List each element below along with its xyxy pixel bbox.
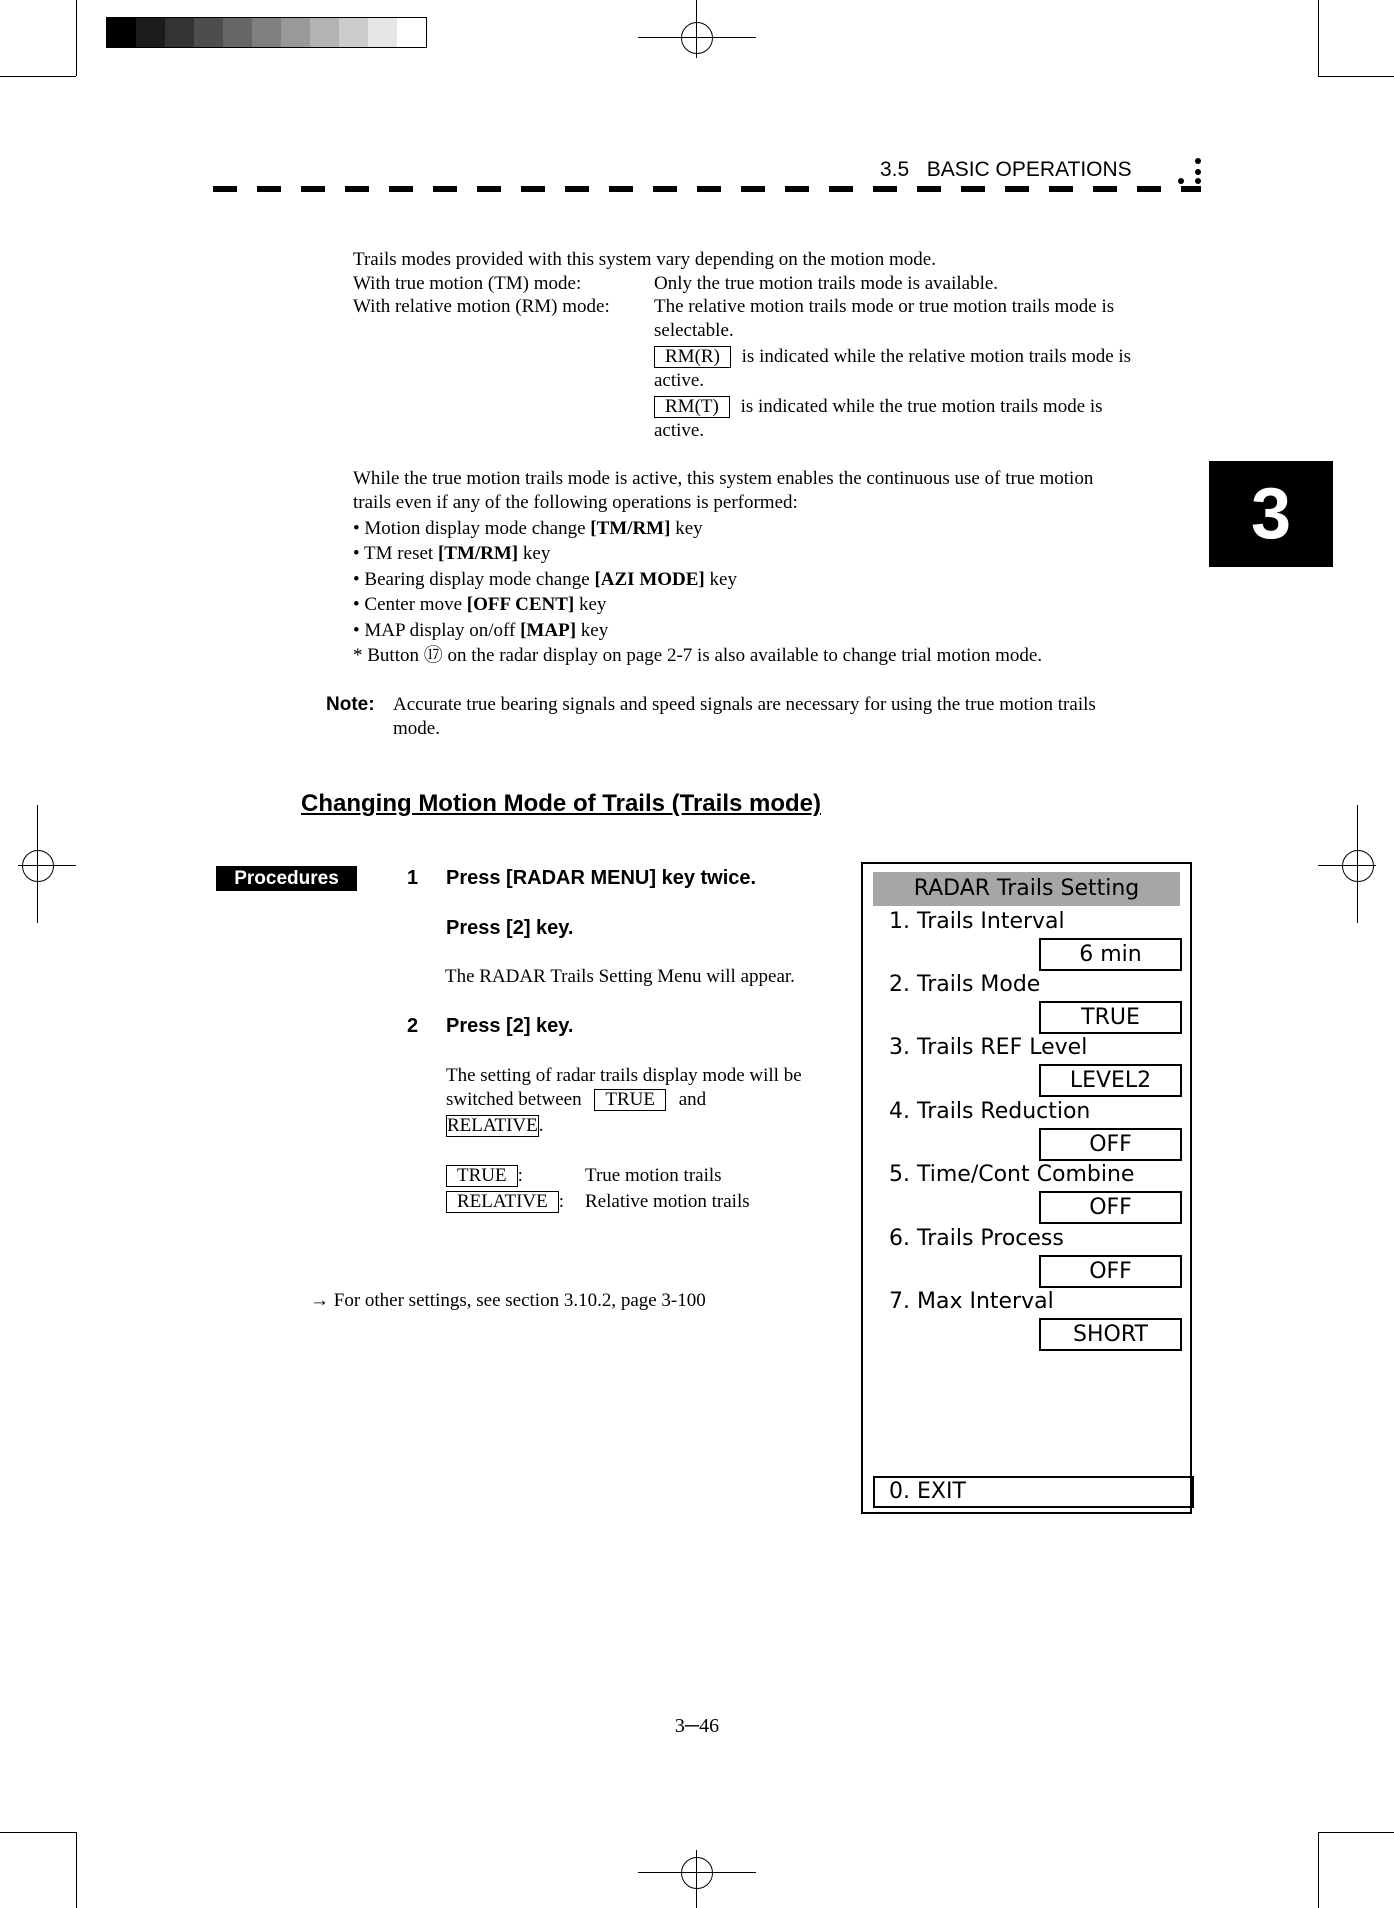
tm-text: Only the true motion trails mode is available.: [654, 273, 999, 294]
rmt-line: [654, 395, 1103, 419]
menu-value-trails-reduction[interactable]: OFF: [1039, 1128, 1182, 1161]
step-2-desc-1: The setting of radar trails display mode will be: [446, 1065, 802, 1086]
def-true: TRUE :: [446, 1164, 523, 1188]
menu-item-trails-ref-level[interactable]: 3. Trails REF Level: [889, 1035, 1088, 1060]
menu-value-trails-process[interactable]: OFF: [1039, 1255, 1182, 1288]
continuous-line-2: trails even if any of the following operations is performed:: [353, 492, 798, 513]
menu-value-time-cont-combine[interactable]: OFF: [1039, 1191, 1182, 1224]
step-1-result: The RADAR Trails Setting Menu will appear.: [445, 966, 795, 987]
step-1-text: Press [RADAR MENU] key twice.: [446, 867, 757, 889]
rm-text-2: selectable.: [654, 320, 734, 341]
rmt-text-1: is indicated while the true motion trails mode is: [740, 396, 1103, 417]
button-note: * Button ⑰ on the radar display on page 2-7 is also available to change trial motion mode.: [353, 645, 1043, 666]
bullet-item: • TM reset [TM/RM] key: [353, 543, 551, 564]
gray-scale-bar: [106, 17, 427, 48]
menu-value-trails-ref-level[interactable]: LEVEL2: [1039, 1064, 1182, 1097]
menu-item-max-interval[interactable]: 7. Max Interval: [889, 1289, 1054, 1314]
note-label: Note:: [326, 694, 375, 715]
rmr-line: [654, 345, 1131, 369]
page-number: 3─46: [674, 1715, 720, 1737]
menu-item-trails-mode[interactable]: 2. Trails Mode: [889, 972, 1041, 997]
rmr-indicator: RM(R): [654, 346, 731, 368]
menu-item-trails-interval[interactable]: 1. Trails Interval: [889, 909, 1065, 934]
menu-item-trails-process[interactable]: 6. Trails Process: [889, 1226, 1064, 1251]
rm-label: With relative motion (RM) mode:: [353, 296, 610, 317]
true-indicator: TRUE: [594, 1089, 666, 1111]
radar-trails-menu: [861, 862, 1192, 1514]
chapter-tab: 3: [1209, 461, 1333, 567]
bullet-item: • Motion display mode change [TM/RM] key: [353, 518, 703, 539]
bullet-item: • Center move [OFF CENT] key: [353, 594, 607, 615]
rmt-indicator: RM(T): [654, 396, 730, 418]
other-settings-ref: → For other settings, see section 3.10.2, page 3-100: [310, 1290, 706, 1311]
rmt-text-2: active.: [654, 420, 705, 441]
def-true-text: True motion trails: [585, 1165, 722, 1186]
menu-item-time-cont-combine[interactable]: 5. Time/Cont Combine: [889, 1162, 1135, 1187]
def-relative: RELATIVE :: [446, 1190, 564, 1214]
procedures-label: Procedures: [216, 866, 357, 891]
section-header: 3.5 BASIC OPERATIONS: [880, 158, 1132, 181]
step-2-desc-3: RELATIVE.: [447, 1115, 544, 1136]
note-line-2: mode.: [393, 718, 440, 739]
menu-title: RADAR Trails Setting: [873, 872, 1180, 906]
step-1-number: 1: [407, 867, 419, 889]
def-relative-text: Relative motion trails: [585, 1191, 750, 1212]
rm-text-1: The relative motion trails mode or true motion trails mode is: [654, 296, 1115, 317]
tm-label: With true motion (TM) mode:: [353, 273, 582, 294]
menu-exit-button[interactable]: 0. EXIT: [873, 1476, 1194, 1508]
bullet-item: • Bearing display mode change [AZI MODE] key: [353, 569, 737, 590]
step-2-number: 2: [407, 1015, 419, 1037]
step-2-text: Press [2] key.: [446, 1015, 574, 1037]
intro-line: Trails modes provided with this system vary depending on the motion mode.: [353, 249, 936, 270]
def-true-indicator: TRUE: [446, 1165, 518, 1187]
header-dots-icon: [1178, 158, 1204, 186]
def-relative-indicator: RELATIVE: [446, 1191, 559, 1213]
note-line-1: Accurate true bearing signals and speed signals are necessary for using the true motion trails: [393, 694, 1096, 715]
step-2-desc-2: switched between TRUE and: [446, 1089, 707, 1110]
menu-value-trails-mode[interactable]: TRUE: [1039, 1001, 1182, 1034]
rmr-text-1: is indicated while the relative motion trails mode is: [741, 346, 1132, 367]
rmr-text-2: active.: [654, 370, 705, 391]
menu-value-trails-interval[interactable]: 6 min: [1039, 938, 1182, 971]
menu-value-max-interval[interactable]: SHORT: [1039, 1318, 1182, 1351]
section-title: Changing Motion Mode of Trails (Trails mode): [301, 790, 822, 817]
menu-item-trails-reduction[interactable]: 4. Trails Reduction: [889, 1099, 1091, 1124]
continuous-line-1: While the true motion trails mode is active, this system enables the continuous use of true motion: [353, 468, 1094, 489]
bullet-item: • MAP display on/off [MAP] key: [353, 620, 609, 641]
step-1-press-2: Press [2] key.: [446, 917, 574, 939]
relative-indicator: RELATIVE: [447, 1115, 538, 1136]
